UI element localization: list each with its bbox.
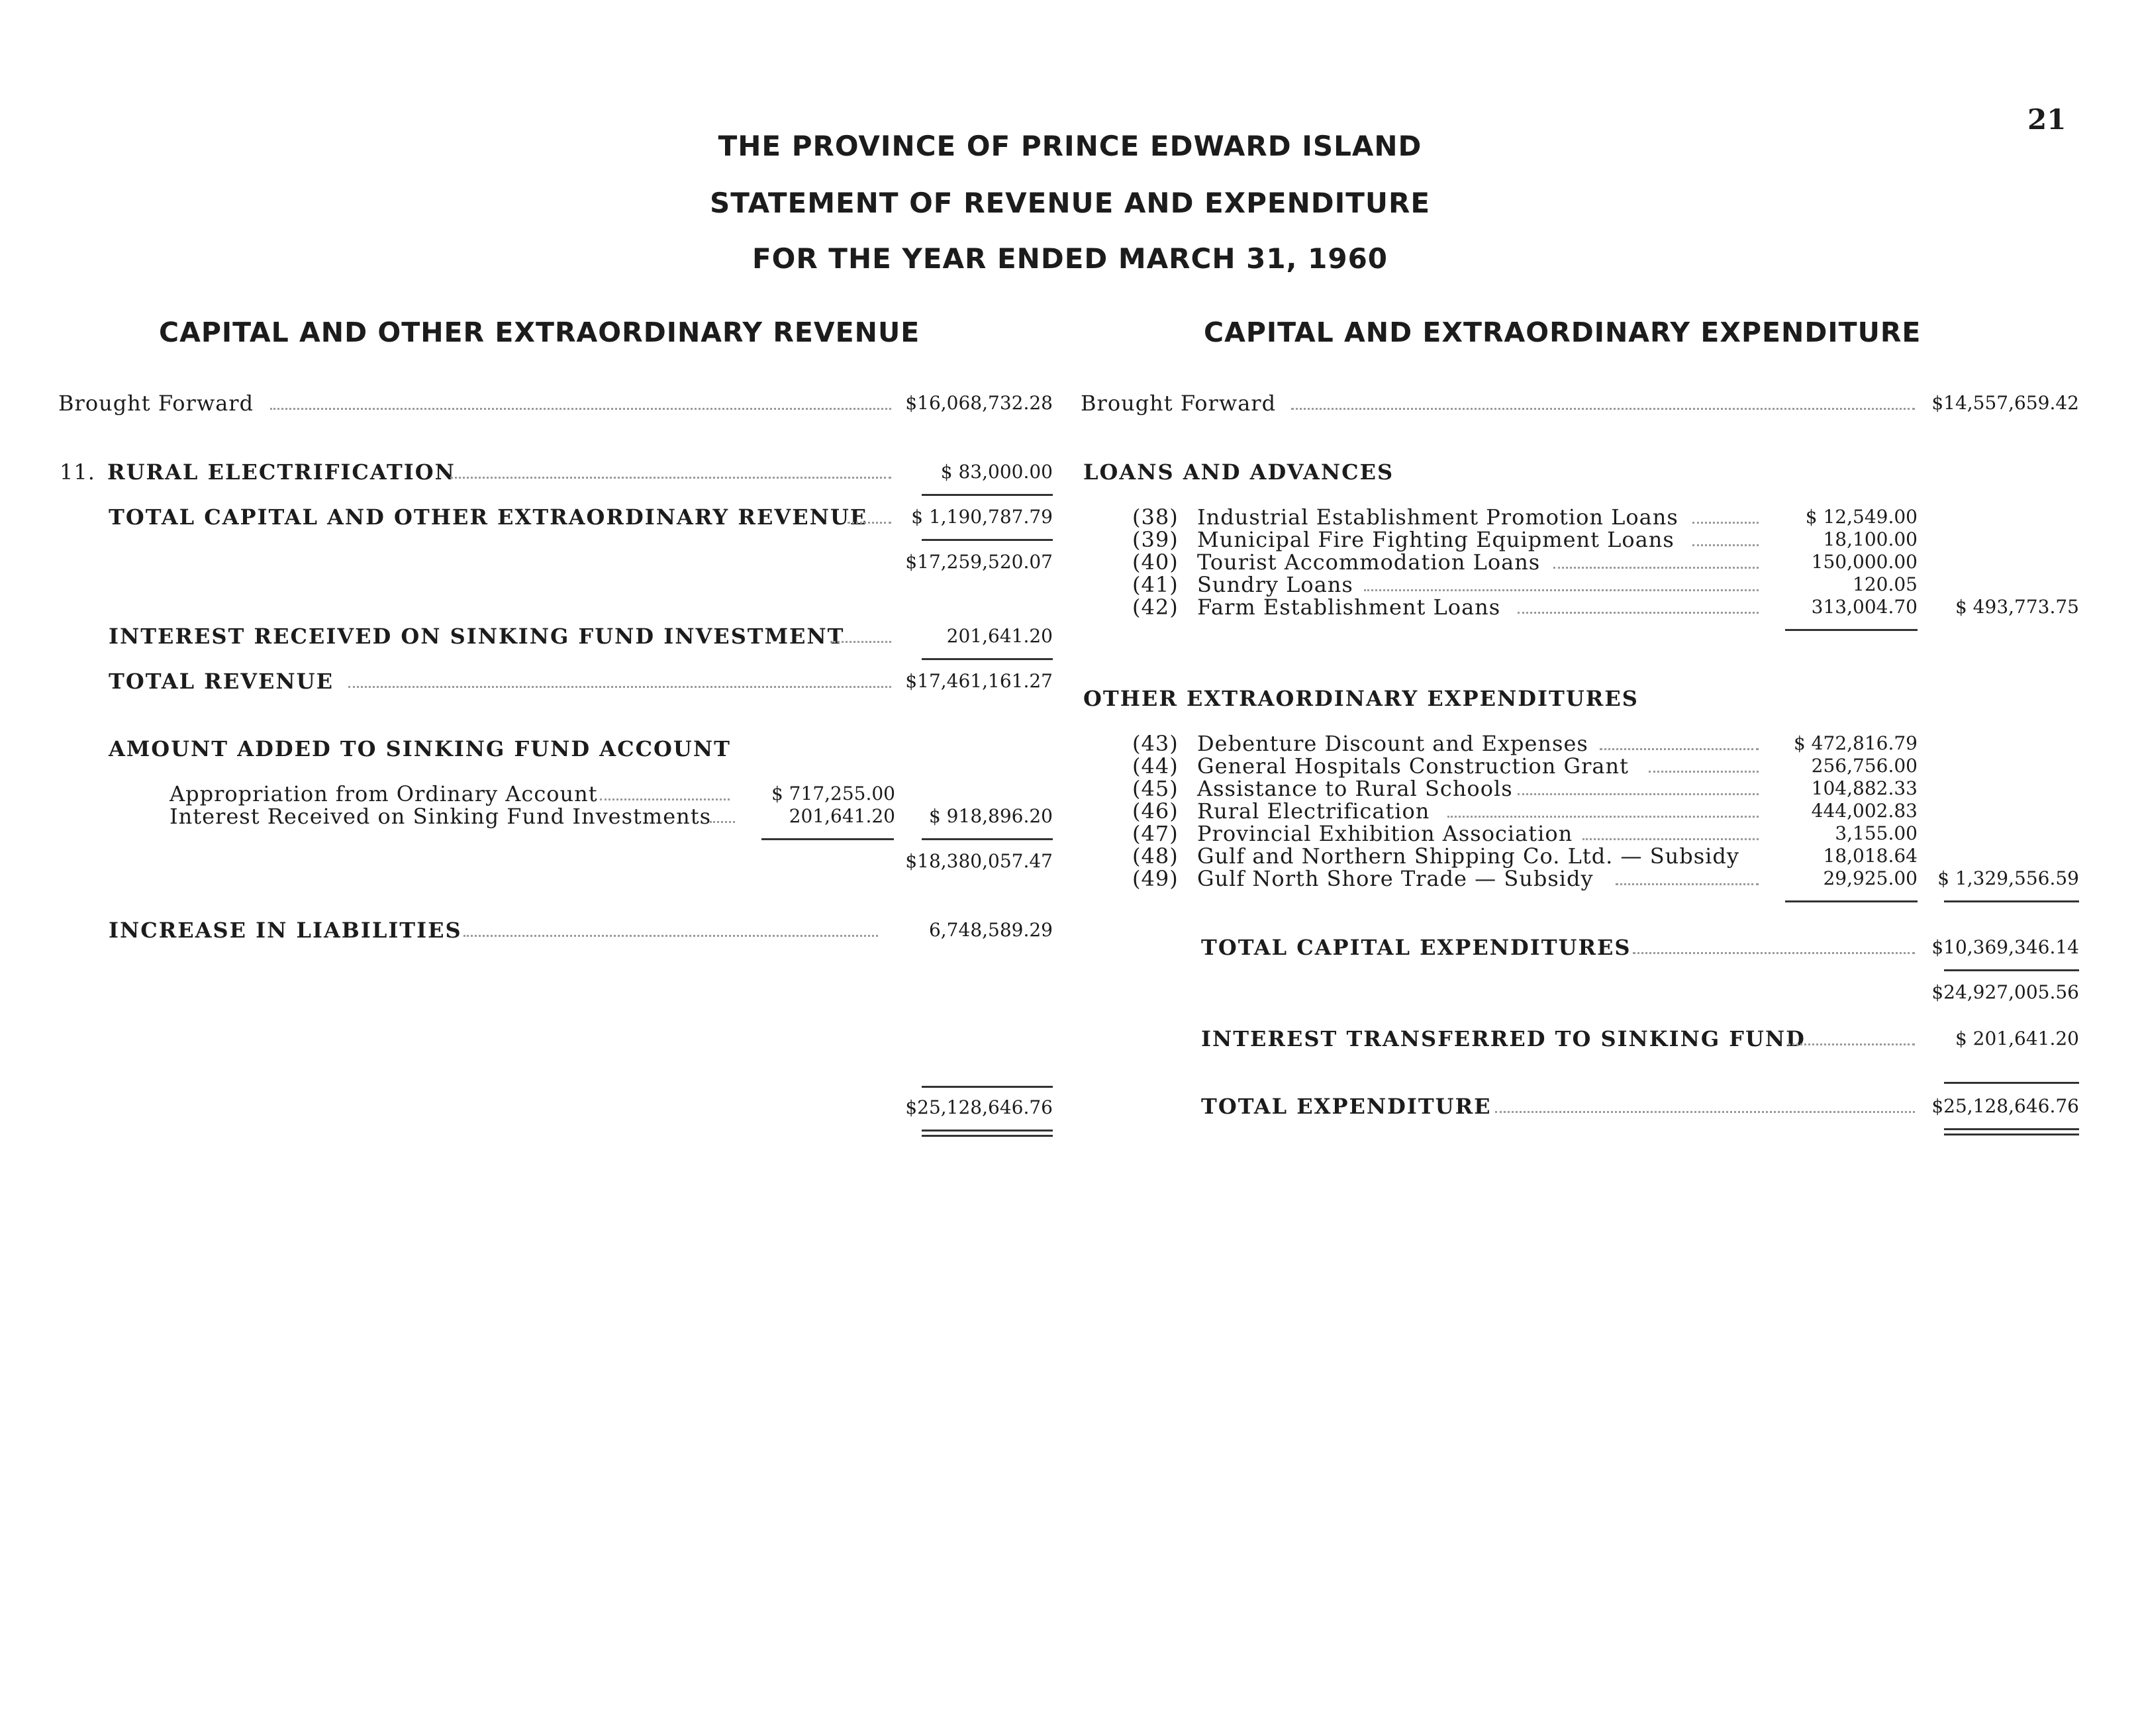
leader-dots	[450, 477, 891, 479]
rule	[1785, 900, 1918, 902]
rev-sinking-item-label: Appropriation from Ordinary Account	[170, 781, 598, 806]
leader-dots	[1600, 748, 1759, 750]
exp-other-total: $ 1,329,556.59	[1937, 867, 2079, 889]
exp-interest-transferred-amount: $ 201,641.20	[1955, 1028, 2079, 1049]
leader-dots	[1633, 952, 1915, 954]
leader-dots	[1553, 567, 1759, 569]
exp-other-heading: OTHER EXTRAORDINARY EXPENDITURES	[1083, 686, 1639, 711]
leader-dots	[848, 522, 891, 524]
exp-loan-amount: 150,000.00	[1811, 551, 1918, 573]
rule	[1944, 900, 2079, 902]
exp-other-number: (47)	[1132, 821, 1179, 846]
exp-total-expenditure-label: TOTAL EXPENDITURE	[1201, 1094, 1492, 1119]
exp-loan-amount: 313,004.70	[1811, 596, 1918, 618]
rule	[1785, 629, 1918, 631]
rev-increase-liabilities-amount: 6,748,589.29	[928, 919, 1053, 941]
exp-other-number: (45)	[1132, 776, 1179, 801]
exp-total-capital-label: TOTAL CAPITAL EXPENDITURES	[1201, 935, 1631, 960]
exp-other-amount: 18,018.64	[1823, 845, 1918, 867]
exp-loan-amount: 120.05	[1853, 573, 1918, 595]
exp-other-number: (49)	[1132, 866, 1179, 891]
leader-dots	[1518, 793, 1759, 795]
exp-loans-heading: LOANS AND ADVANCES	[1083, 459, 1394, 485]
rev-interest-received-label: INTEREST RECEIVED ON SINKING FUND INVESTMENT	[109, 624, 845, 649]
exp-loan-label: Farm Establishment Loans	[1197, 595, 1501, 620]
leader-dots	[1447, 816, 1759, 818]
rev-total-capital-amount: $ 1,190,787.79	[911, 506, 1053, 528]
rule	[922, 838, 1053, 840]
leader-dots	[348, 686, 891, 688]
title-line-1: THE PROVINCE OF PRINCE EDWARD ISLAND	[718, 130, 1422, 162]
leader-dots	[1692, 544, 1759, 546]
exp-total-capital-amount: $10,369,346.14	[1931, 936, 2079, 958]
exp-loans-total: $ 493,773.75	[1955, 596, 2079, 618]
rev-subtotal-2: $18,380,057.47	[905, 850, 1053, 872]
rev-sinking-item-amount: $ 717,255.00	[771, 783, 895, 804]
rev-rural-electrification-amount: $ 83,000.00	[940, 461, 1053, 483]
rev-rural-electrification-label: RURAL ELECTRIFICATION	[107, 459, 456, 485]
exp-other-number: (43)	[1132, 731, 1179, 756]
rule	[761, 838, 894, 840]
exp-other-label: Gulf and Northern Shipping Co. Ltd. — Subsidy	[1197, 844, 1739, 869]
expenditure-heading: CAPITAL AND EXTRAORDINARY EXPENDITURE	[1204, 316, 1921, 348]
exp-other-number: (48)	[1132, 844, 1179, 869]
leader-dots	[1495, 1111, 1915, 1113]
leader-dots	[1291, 408, 1915, 410]
exp-loan-number: (41)	[1132, 572, 1179, 597]
rev-total-revenue-label: TOTAL REVENUE	[109, 669, 334, 694]
exp-loan-amount: 18,100.00	[1823, 528, 1918, 550]
rev-subtotal-1: $17,259,520.07	[905, 551, 1053, 573]
exp-brought-forward-label: Brought Forward	[1081, 391, 1277, 416]
exp-other-amount: 256,756.00	[1811, 755, 1918, 777]
exp-other-number: (46)	[1132, 798, 1179, 824]
exp-other-amount: $ 472,816.79	[1793, 732, 1918, 754]
rule	[1944, 969, 2079, 971]
page-number: 21	[2027, 103, 2067, 136]
leader-dots	[463, 935, 878, 937]
rev-interest-received-amount: 201,641.20	[946, 625, 1053, 647]
exp-loan-amount: $ 12,549.00	[1805, 506, 1918, 528]
exp-loan-number: (39)	[1132, 527, 1179, 552]
exp-other-number: (44)	[1132, 753, 1179, 779]
leader-dots	[1616, 883, 1759, 885]
exp-loan-label: Tourist Accommodation Loans	[1197, 550, 1541, 575]
leader-dots	[1364, 589, 1759, 591]
exp-other-label: General Hospitals Construction Grant	[1197, 753, 1629, 779]
exp-other-amount: 3,155.00	[1835, 822, 1918, 844]
title-line-2: STATEMENT OF REVENUE AND EXPENDITURE	[709, 187, 1431, 219]
leader-dots	[830, 641, 891, 643]
exp-loan-number: (40)	[1132, 550, 1179, 575]
exp-other-amount: 104,882.33	[1811, 777, 1918, 799]
exp-other-label: Provincial Exhibition Association	[1197, 821, 1573, 846]
rev-sinking-item-amount: 201,641.20	[789, 805, 895, 827]
leader-dots	[1788, 1043, 1915, 1045]
exp-loan-number: (42)	[1132, 595, 1179, 620]
leader-dots	[1518, 612, 1759, 614]
leader-dots	[710, 821, 735, 823]
leader-dots	[1692, 522, 1759, 524]
rev-grand-total: $25,128,646.76	[905, 1096, 1053, 1118]
rule	[922, 494, 1053, 496]
revenue-heading: CAPITAL AND OTHER EXTRAORDINARY REVENUE	[159, 316, 920, 348]
rev-total-capital-label: TOTAL CAPITAL AND OTHER EXTRAORDINARY REVENUE	[109, 505, 868, 530]
exp-subtotal: $24,927,005.56	[1931, 981, 2079, 1003]
exp-other-amount: 444,002.83	[1811, 800, 1918, 822]
rule	[1944, 1082, 2079, 1084]
title-line-3: FOR THE YEAR ENDED MARCH 31, 1960	[752, 242, 1388, 275]
rule	[922, 539, 1053, 541]
leader-dots	[1582, 838, 1759, 840]
exp-loan-label: Municipal Fire Fighting Equipment Loans	[1197, 527, 1675, 552]
rule	[922, 658, 1053, 660]
exp-other-amount: 29,925.00	[1823, 867, 1918, 889]
rev-sinking-item-label: Interest Received on Sinking Fund Investments	[170, 804, 712, 829]
exp-brought-forward-amount: $14,557,659.42	[1931, 392, 2079, 414]
rule	[922, 1135, 1053, 1137]
exp-loan-label: Sundry Loans	[1197, 572, 1353, 597]
rev-brought-forward-label: Brought Forward	[58, 391, 254, 416]
rev-brought-forward-amount: $16,068,732.28	[905, 392, 1053, 414]
exp-other-label: Rural Electrification	[1197, 798, 1430, 824]
rev-increase-liabilities-label: INCREASE IN LIABILITIES	[109, 918, 462, 943]
rule	[922, 1130, 1053, 1132]
leader-dots	[600, 798, 730, 800]
exp-loan-label: Industrial Establishment Promotion Loans	[1197, 505, 1678, 530]
rev-sinking-fund-heading: AMOUNT ADDED TO SINKING FUND ACCOUNT	[109, 736, 731, 761]
leader-dots	[270, 408, 891, 410]
rule	[1944, 1128, 2079, 1130]
exp-loan-number: (38)	[1132, 505, 1179, 530]
exp-interest-transferred-label: INTEREST TRANSFERRED TO SINKING FUND	[1201, 1026, 1806, 1051]
rule	[922, 1086, 1053, 1088]
exp-other-label: Debenture Discount and Expenses	[1197, 731, 1588, 756]
rule	[1944, 1133, 2079, 1135]
exp-total-expenditure-amount: $25,128,646.76	[1931, 1095, 2079, 1117]
leader-dots	[1649, 771, 1759, 773]
exp-other-label: Assistance to Rural Schools	[1197, 776, 1513, 801]
rev-item-number: 11.	[60, 459, 95, 485]
rev-sinking-fund-total: $ 918,896.20	[928, 805, 1053, 827]
exp-other-label: Gulf North Shore Trade — Subsidy	[1197, 866, 1594, 891]
rev-total-revenue-amount: $17,461,161.27	[905, 670, 1053, 692]
